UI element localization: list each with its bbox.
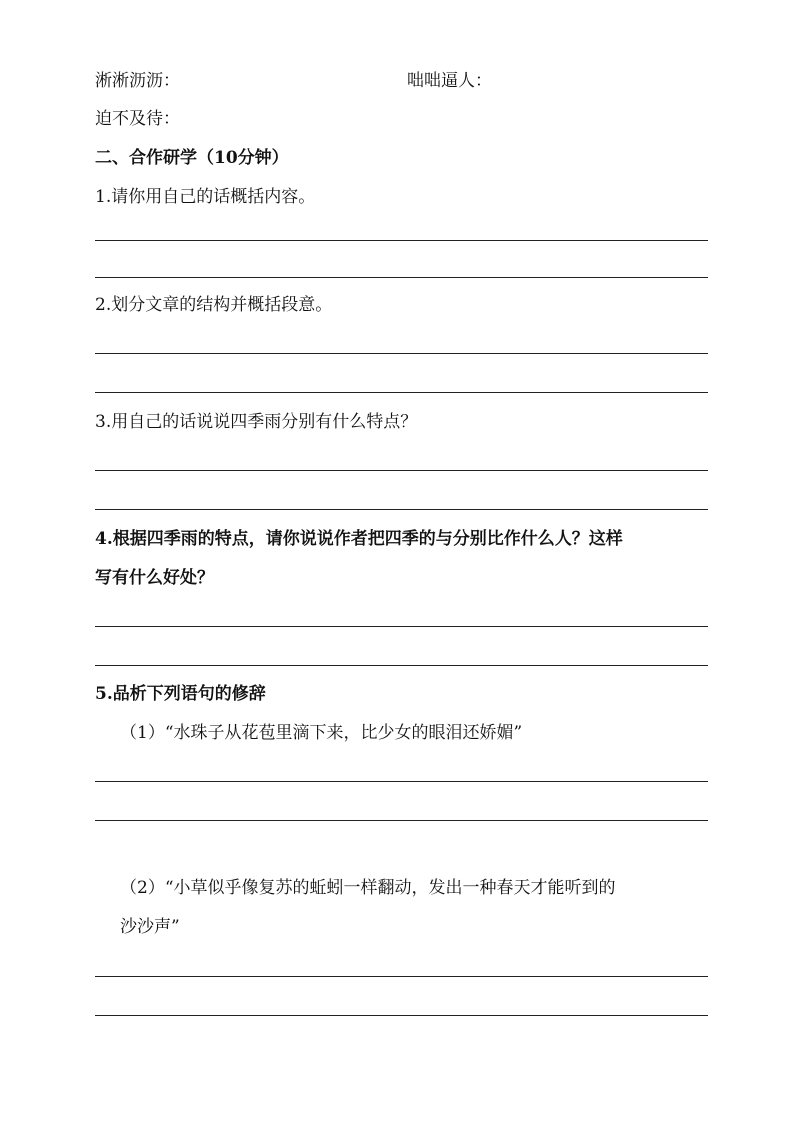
sub-question-2-line-2: 沙沙声”: [120, 917, 180, 937]
answer-line: [95, 820, 708, 821]
question-4-line-1: 4.根据四季雨的特点，请你说说作者把四季的与分别比作什么人？这样: [95, 529, 623, 549]
sub-question-2-line-1: （2）“小草似乎像复苏的蚯蚓一样翻动，发出一种春天才能听到的: [120, 878, 616, 898]
answer-line: [95, 626, 708, 627]
answer-line: [95, 1015, 708, 1016]
answer-line: [95, 665, 708, 666]
answer-line: [95, 392, 708, 393]
sub-question-1: （1）“水珠子从花苞里滴下来，比少女的眼泪还娇媚”: [120, 723, 523, 743]
question-2: 2.划分文章的结构并概括段意。: [95, 295, 333, 315]
question-1: 1.请你用自己的话概括内容。: [95, 187, 316, 207]
vocab-xixilili: 淅淅沥沥：: [95, 71, 180, 91]
answer-line: [95, 781, 708, 782]
vocab-pobujidai: 迫不及待：: [95, 109, 180, 129]
answer-line: [95, 240, 708, 241]
answer-line: [95, 976, 708, 977]
question-5: 5.品析下列语句的修辞: [95, 684, 266, 704]
answer-line: [95, 353, 708, 354]
question-4-line-2: 写有什么好处？: [95, 568, 214, 588]
question-3: 3.用自己的话说说四季雨分别有什么特点？: [95, 412, 418, 432]
answer-line: [95, 509, 708, 510]
section-heading: 二、合作研学（10分钟）: [95, 148, 289, 168]
answer-line: [95, 277, 708, 278]
answer-line: [95, 470, 708, 471]
vocab-duoduobiren: 咄咄逼人：: [407, 71, 492, 91]
